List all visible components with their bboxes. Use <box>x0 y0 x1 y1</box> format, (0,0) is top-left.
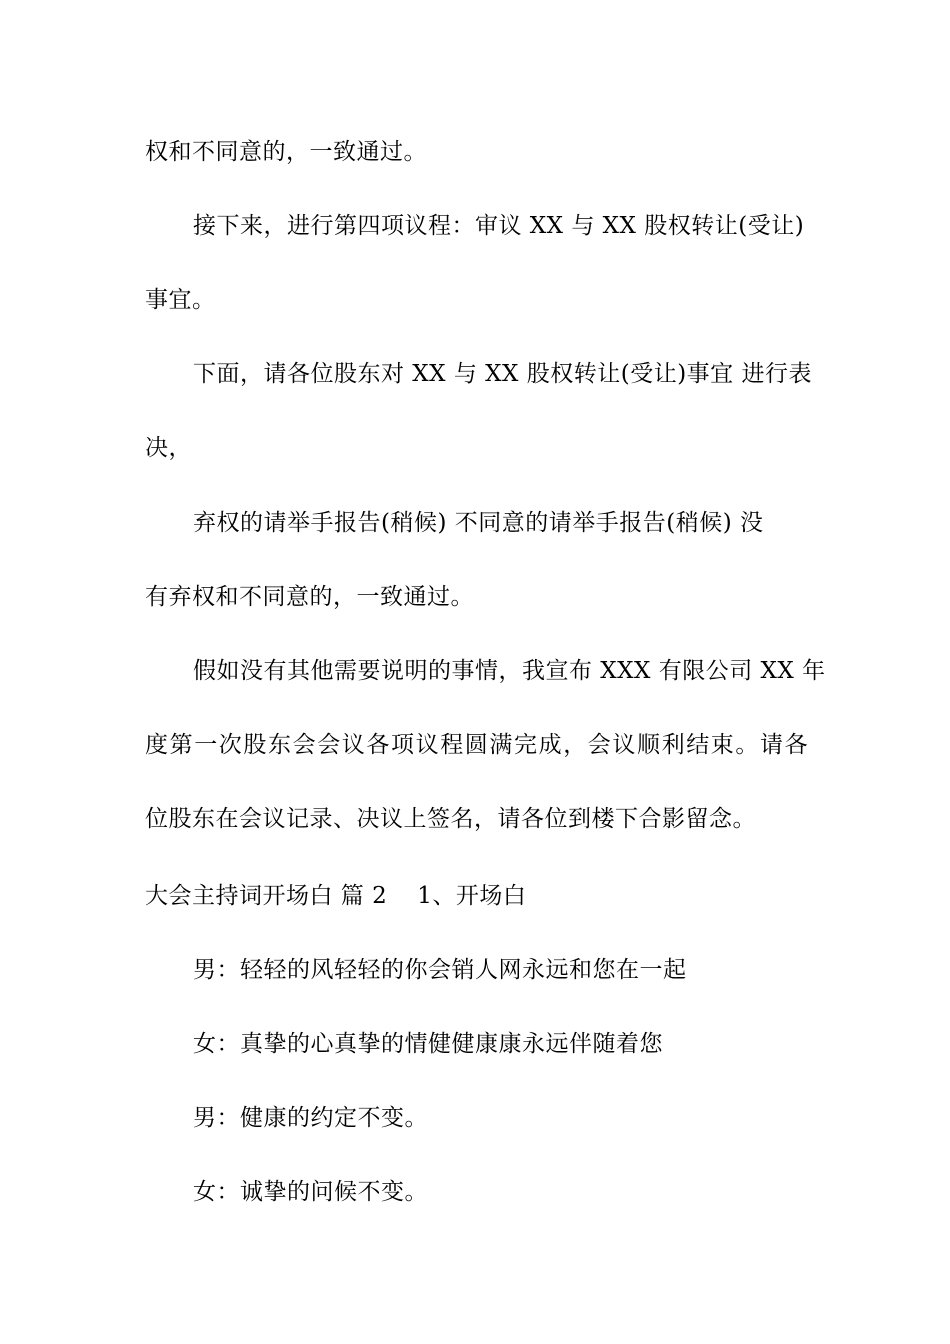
paragraph-line: 假如没有其他需要说明的事情，我宣布 XXX 有限公司 XX 年 <box>193 658 826 684</box>
paragraph-line: 权和不同意的，一致通过。 <box>145 139 427 165</box>
section-heading <box>145 881 810 911</box>
paragraph-line: 有弃权和不同意的，一致通过。 <box>145 584 474 610</box>
paragraph-line: 事宜。 <box>145 287 216 313</box>
section-title: 大会主持词开场白 篇 2 <box>145 883 388 909</box>
dialogue-line: 男：轻轻的风轻轻的你会销人网永远和您在一起 <box>193 957 687 983</box>
paragraph-line: 弃权的请举手报告(稍候) 不同意的请举手报告(稍候) 没 <box>193 510 764 536</box>
paragraph-line: 决， <box>145 435 192 461</box>
paragraph-line: 位股东在会议记录、决议上签名，请各位到楼下合影留念。 <box>145 806 756 832</box>
paragraph-line: 下面，请各位股东对 XX 与 XX 股权转让(受让)事宜 进行表 <box>193 361 812 387</box>
section-subtitle: 1、开场白 <box>417 883 527 909</box>
dialogue-line: 女：诚挚的问候不变。 <box>193 1179 428 1205</box>
dialogue-line: 女：真挚的心真挚的情健健康康永远伴随着您 <box>193 1031 663 1057</box>
paragraph-line: 接下来，进行第四项议程：审议 XX 与 XX 股权转让(受让) <box>193 213 805 239</box>
dialogue-line: 男：健康的约定不变。 <box>193 1105 428 1131</box>
paragraph-line: 度第一次股东会会议各项议程圆满完成，会议顺利结束。请各 <box>145 732 810 758</box>
